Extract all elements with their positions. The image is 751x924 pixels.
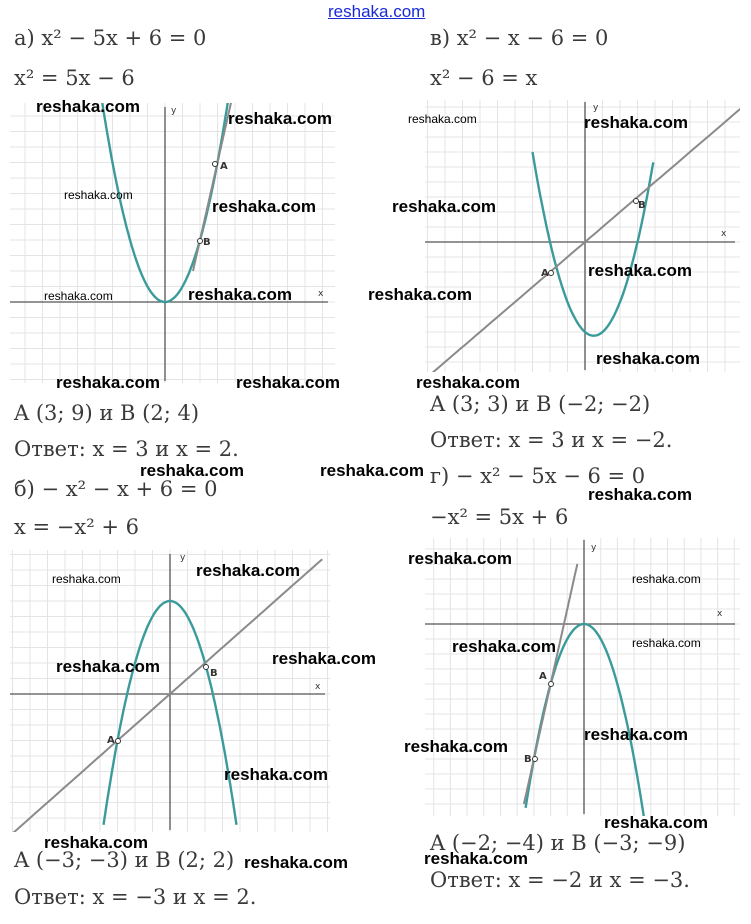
watermark: reshaka.com xyxy=(404,737,508,756)
watermark: reshaka.com xyxy=(632,636,701,650)
point-label-B-v: B xyxy=(638,200,646,211)
section-b-equation: б) − x² − x + 6 = 0 xyxy=(14,477,218,501)
watermark: reshaka.com xyxy=(236,373,340,392)
watermark: reshaka.com xyxy=(588,485,692,504)
watermark: reshaka.com xyxy=(416,373,520,392)
point-B-b xyxy=(204,665,209,670)
point-B-a xyxy=(198,239,203,244)
watermark: reshaka.com xyxy=(452,637,556,656)
section-b-transformed: x = −x² + 6 xyxy=(14,515,139,539)
point-A-b xyxy=(116,739,121,744)
watermark: reshaka.com xyxy=(584,725,688,744)
watermark: reshaka.com xyxy=(368,285,472,304)
section-g-answer: Ответ: x = −2 и x = −3. xyxy=(430,868,690,892)
point-label-B-g: B xyxy=(524,754,532,765)
section-a-equation: а) x² − 5x + 6 = 0 xyxy=(14,26,207,50)
section-v-equation: в) x² − x − 6 = 0 xyxy=(430,26,609,50)
section-v-points: A (3; 3) и B (−2; −2) xyxy=(430,392,651,416)
point-label-B-a: B xyxy=(203,237,211,248)
watermark: reshaka.com xyxy=(224,765,328,784)
axis-x-label-a: x xyxy=(318,289,324,299)
point-A-v xyxy=(549,271,554,276)
watermark: reshaka.com xyxy=(64,188,133,202)
point-label-A-a: A xyxy=(220,161,228,172)
section-b-points: A (−3; −3) и B (2; 2) xyxy=(14,848,235,872)
axis-y-label-g: y xyxy=(591,543,597,553)
watermark: reshaka.com xyxy=(188,285,292,304)
grid-a xyxy=(10,103,335,383)
section-v-answer: Ответ: x = 3 и x = −2. xyxy=(430,428,673,452)
point-A-g xyxy=(549,682,554,687)
axis-x-label-b: x xyxy=(315,682,321,692)
point-label-A-v: A xyxy=(541,268,549,279)
watermark: reshaka.com xyxy=(408,112,477,126)
watermark: reshaka.com xyxy=(228,109,332,128)
section-v-transformed: x² − 6 = x xyxy=(430,66,538,90)
point-A-a xyxy=(213,162,218,167)
watermark: reshaka.com xyxy=(196,561,300,580)
watermark: reshaka.com xyxy=(392,197,496,216)
axis-y-label-b: y xyxy=(180,553,186,563)
watermark: reshaka.com xyxy=(424,849,528,868)
section-g-equation: г) − x² − 5x − 6 = 0 xyxy=(430,464,646,488)
site-link[interactable]: reshaka.com xyxy=(328,2,426,21)
watermark: reshaka.com xyxy=(44,289,113,303)
axis-x-label-v: x xyxy=(721,229,727,239)
watermark: reshaka.com xyxy=(56,657,160,676)
watermark: reshaka.com xyxy=(596,349,700,368)
section-g-points: A (−2; −4) и B (−3; −9) xyxy=(430,831,686,855)
axis-x-label-g: x xyxy=(717,609,723,619)
parabola-v xyxy=(533,152,654,336)
watermark: reshaka.com xyxy=(272,649,376,668)
graph-v xyxy=(425,100,740,372)
graph-a xyxy=(10,103,335,383)
point-label-A-g: A xyxy=(539,671,547,682)
watermark: reshaka.com xyxy=(408,549,512,568)
section-a-points: A (3; 9) и B (2; 4) xyxy=(14,401,200,425)
axis-y-label-v: y xyxy=(593,103,599,113)
watermark: reshaka.com xyxy=(244,853,348,872)
point-label-A-b: A xyxy=(107,735,115,746)
watermark: reshaka.com xyxy=(632,572,701,586)
watermark: reshaka.com xyxy=(140,461,244,480)
graph-b xyxy=(10,550,330,832)
watermark: reshaka.com xyxy=(44,833,148,852)
point-B-g xyxy=(533,757,538,762)
watermark: reshaka.com xyxy=(52,572,121,586)
axis-y-label-a: y xyxy=(171,106,177,116)
watermark: reshaka.com xyxy=(36,97,140,116)
watermark: reshaka.com xyxy=(584,113,688,132)
watermark: reshaka.com xyxy=(604,813,708,832)
watermark: reshaka.com xyxy=(56,373,160,392)
section-b-answer: Ответ: x = −3 и x = 2. xyxy=(14,885,257,909)
section-a-transformed: x² = 5x − 6 xyxy=(14,66,135,90)
point-label-B-b: B xyxy=(210,668,218,679)
section-g-transformed: −x² = 5x + 6 xyxy=(430,505,569,529)
watermark: reshaka.com xyxy=(320,461,424,480)
section-a-answer: Ответ: x = 3 и x = 2. xyxy=(14,437,239,461)
watermark: reshaka.com xyxy=(588,261,692,280)
watermark: reshaka.com xyxy=(212,197,316,216)
